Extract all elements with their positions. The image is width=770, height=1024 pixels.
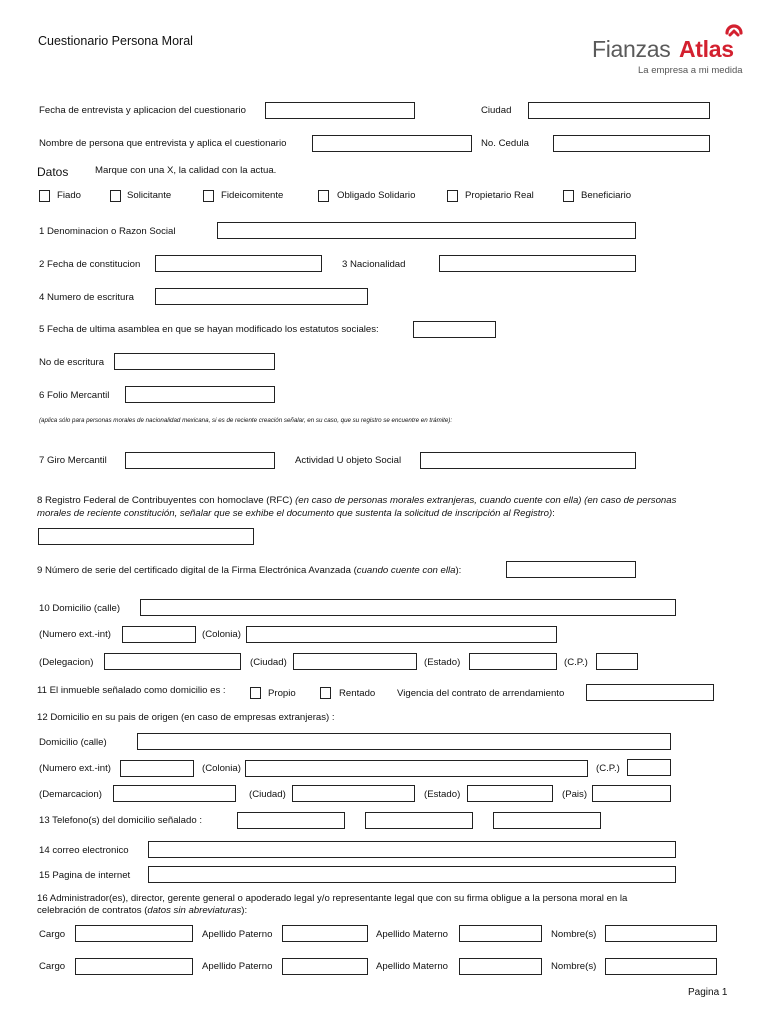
option-obligado-solidario-label: Obligado Solidario	[337, 190, 416, 201]
numero-ext-int-field[interactable]	[122, 626, 196, 643]
nombre-entrevistador-label: Nombre de persona que entrevista y aplica el cuestionario	[39, 138, 287, 149]
datos-instruction: Marque con una X, la calidad con la actua.	[95, 165, 277, 176]
fecha-entrevista-field[interactable]	[265, 102, 415, 119]
logo-word-atlas: Atlas	[679, 36, 734, 62]
checkbox-fideicomitente[interactable]	[203, 190, 214, 202]
estado-field[interactable]	[469, 653, 557, 670]
rentado-label: Rentado	[339, 688, 376, 699]
checkbox-solicitante[interactable]	[110, 190, 121, 202]
numero-ext-int-origen-field[interactable]	[120, 760, 194, 777]
option-fideicomitente-label: Fideicomitente	[221, 190, 284, 201]
ciudad-label: Ciudad	[481, 105, 512, 116]
pais-field[interactable]	[592, 785, 671, 802]
colonia-origen-field[interactable]	[245, 760, 588, 777]
vigencia-contrato-field[interactable]	[586, 684, 714, 701]
ciudad-field[interactable]	[528, 102, 710, 119]
pagina-internet-label: 15 Pagina de internet	[39, 870, 131, 881]
razon-social-field[interactable]	[217, 222, 636, 239]
apellido-materno-field-1[interactable]	[459, 925, 542, 942]
rfc-field[interactable]	[38, 528, 254, 545]
cedula-label: No. Cedula	[481, 138, 529, 149]
apellido-paterno-field-2[interactable]	[282, 958, 368, 975]
vigencia-contrato-label: Vigencia del contrato de arrendamiento	[397, 688, 565, 699]
folio-mercantil-label: 6 Folio Mercantil	[39, 390, 110, 401]
apellido-materno-field-2[interactable]	[459, 958, 542, 975]
domicilio-calle-field[interactable]	[140, 599, 676, 616]
razon-social-label: 1 Denominacion o Razon Social	[39, 226, 176, 237]
apellido-paterno-field-1[interactable]	[282, 925, 368, 942]
telefono-field-1[interactable]	[237, 812, 345, 829]
ciudad-origen-label: (Ciudad)	[249, 789, 286, 800]
telefono-field-3[interactable]	[493, 812, 601, 829]
domicilio-calle-label: 10 Domicilio (calle)	[39, 603, 121, 614]
firma-electronica-label: 9 Número de serie del certificado digital de la Firma Electrónica Avanzada (cuando cuente con ella):	[37, 565, 462, 576]
nombres-label-1: Nombre(s)	[551, 929, 597, 940]
nombres-label-2: Nombre(s)	[551, 961, 597, 972]
rfc-label-line1: 8 Registro Federal de Contribuyentes con homoclave (RFC) (en caso de personas morales extranjeras, cuando cuente con ella) (en caso de personas	[37, 495, 677, 506]
cp-label: (C.P.)	[564, 657, 588, 668]
nombre-entrevistador-field[interactable]	[312, 135, 472, 152]
ultima-asamblea-label: 5 Fecha de ultima asamblea en que se hayan modificado los estatutos sociales:	[39, 324, 379, 335]
ciudad-domicilio-field[interactable]	[293, 653, 417, 670]
colonia-origen-label: (Colonia)	[202, 763, 241, 774]
delegacion-label: (Delegacion)	[39, 657, 94, 668]
no-escritura-label: No de escritura	[39, 357, 105, 368]
inmueble-label: 11 El inmueble señalado como domicilio es :	[37, 685, 226, 696]
checkbox-propietario-real[interactable]	[447, 190, 458, 202]
delegacion-field[interactable]	[104, 653, 241, 670]
cargo-label-1: Cargo	[39, 929, 66, 940]
ciudad-domicilio-label: (Ciudad)	[250, 657, 287, 668]
demarcacion-field[interactable]	[113, 785, 236, 802]
checkbox-beneficiario[interactable]	[563, 190, 574, 202]
datos-heading: Datos	[37, 165, 69, 179]
nombres-field-2[interactable]	[605, 958, 717, 975]
logo-word-fianzas: Fianzas	[592, 36, 671, 62]
page-number: Pagina 1	[688, 987, 728, 998]
fecha-entrevista-label: Fecha de entrevista y aplicacion del cuestionario	[39, 105, 246, 116]
nacionalidad-field[interactable]	[439, 255, 636, 272]
estado-label: (Estado)	[424, 657, 461, 668]
no-escritura-field[interactable]	[114, 353, 275, 370]
correo-label: 14 correo electronico	[39, 845, 129, 856]
checkbox-fiado[interactable]	[39, 190, 50, 202]
cargo-field-1[interactable]	[75, 925, 193, 942]
numero-escritura-label: 4 Numero de escritura	[39, 292, 134, 303]
numero-escritura-field[interactable]	[155, 288, 368, 305]
domicilio-origen-calle-field[interactable]	[137, 733, 671, 750]
colonia-field[interactable]	[246, 626, 557, 643]
actividad-objeto-label: Actividad U objeto Social	[295, 455, 402, 466]
nacionalidad-label: 3 Nacionalidad	[342, 259, 406, 270]
option-solicitante-label: Solicitante	[127, 190, 172, 201]
option-fiado-label: Fiado	[57, 190, 81, 201]
actividad-objeto-field[interactable]	[420, 452, 636, 469]
cp-origen-label: (C.P.)	[596, 763, 620, 774]
checkbox-rentado[interactable]	[320, 687, 331, 699]
cargo-field-2[interactable]	[75, 958, 193, 975]
administrador-label-line2: celebración de contratos (datos sin abreviaturas):	[37, 905, 248, 916]
numero-ext-int-origen-label: (Numero ext.-int)	[39, 763, 111, 774]
ultima-asamblea-field[interactable]	[413, 321, 496, 338]
checkbox-propio[interactable]	[250, 687, 261, 699]
option-propietario-real-label: Propietario Real	[465, 190, 534, 201]
cedula-field[interactable]	[553, 135, 710, 152]
correo-field[interactable]	[148, 841, 676, 858]
domicilio-origen-label: 12 Domicilio en su pais de origen (en caso de empresas extranjeras) :	[37, 712, 335, 723]
estado-origen-field[interactable]	[467, 785, 553, 802]
fecha-constitucion-label: 2 Fecha de constitucion	[39, 259, 141, 270]
fecha-constitucion-field[interactable]	[155, 255, 322, 272]
logo-tagline: La empresa a mi medida	[638, 65, 743, 76]
pais-label: (Pais)	[562, 789, 588, 800]
administrador-label-line1: 16 Administrador(es), director, gerente general o apoderado legal y/o representante legal que con su firma obligue a la persona moral en la	[37, 893, 628, 904]
pagina-internet-field[interactable]	[148, 866, 676, 883]
option-beneficiario-label: Beneficiario	[581, 190, 632, 201]
apellido-materno-label-1: Apellido Materno	[376, 929, 448, 940]
firma-electronica-field[interactable]	[506, 561, 636, 578]
cargo-label-2: Cargo	[39, 961, 66, 972]
apellido-materno-label-2: Apellido Materno	[376, 961, 448, 972]
ciudad-origen-field[interactable]	[292, 785, 415, 802]
telefono-field-2[interactable]	[365, 812, 473, 829]
cp-field[interactable]	[596, 653, 638, 670]
nombres-field-1[interactable]	[605, 925, 717, 942]
giro-mercantil-field[interactable]	[125, 452, 275, 469]
numero-ext-int-label: (Numero ext.-int)	[39, 629, 111, 640]
estado-origen-label: (Estado)	[424, 789, 461, 800]
apellido-paterno-label-1: Apellido Paterno	[202, 929, 273, 940]
domicilio-origen-calle-label: Domicilio (calle)	[39, 737, 107, 748]
form-title: Cuestionario Persona Moral	[38, 34, 193, 48]
company-logo	[592, 20, 752, 80]
colonia-label: (Colonia)	[202, 629, 241, 640]
giro-mercantil-label: 7 Giro Mercantil	[39, 455, 107, 466]
checkbox-obligado-solidario[interactable]	[318, 190, 329, 202]
folio-mercantil-note: (aplica sólo para personas morales de nacionalidad mexicana, si es de reciente creación señalar, en su caso, que su registro se encuentre en trámite):	[39, 417, 453, 424]
apellido-paterno-label-2: Apellido Paterno	[202, 961, 273, 972]
rfc-label-line2: morales de reciente constitución, señalar que se exhibe el documento que sustenta la solicitud de inscripción al Registro):	[37, 508, 555, 519]
telefono-label: 13 Telefono(s) del domicilio señalado :	[39, 815, 203, 826]
propio-label: Propio	[268, 688, 296, 699]
folio-mercantil-field[interactable]	[125, 386, 275, 403]
demarcacion-label: (Demarcacion)	[39, 789, 102, 800]
cp-origen-field[interactable]	[627, 759, 671, 776]
